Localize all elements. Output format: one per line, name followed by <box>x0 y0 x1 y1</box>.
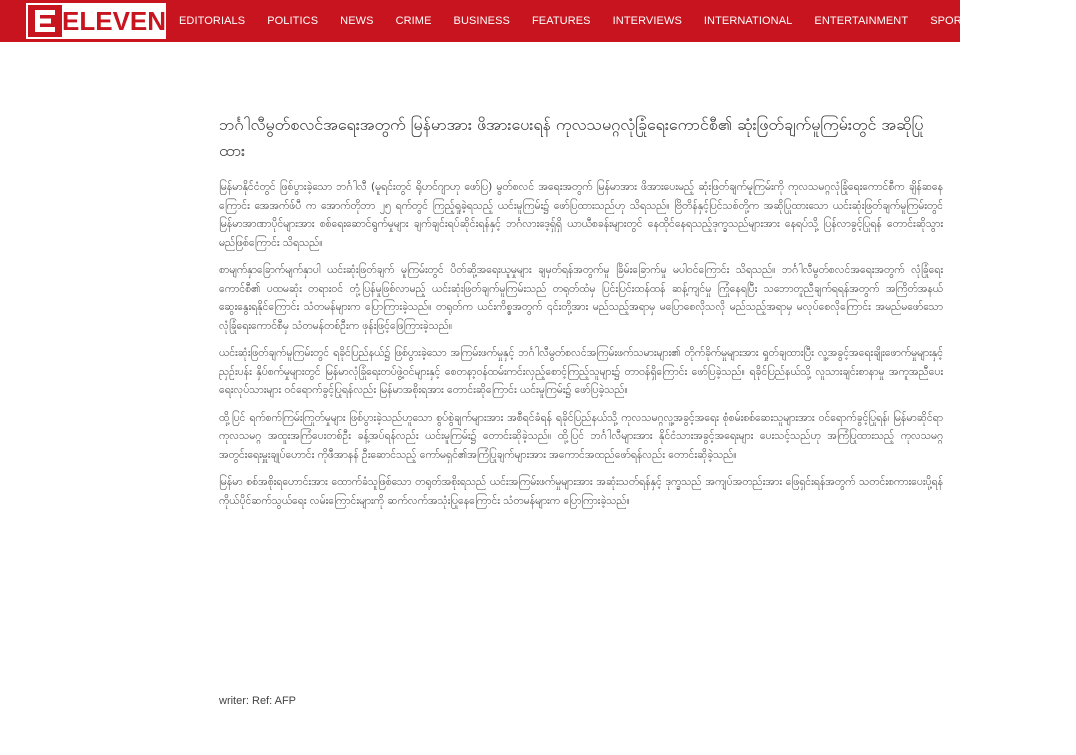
article <box>219 112 943 519</box>
article-paragraph-3: ယင်းဆုံးဖြတ်ချက်မူကြမ်းတွင် ရခိုင်ပြည်နယ်၌ ဖြစ်ပွားခဲ့သော အကြမ်းဖက်မှုနှင့် ဘင်္ဂါလီမွတ်စလင်အကြမ်းဖက်သမားများ၏ တိုက်ခိုက်မှုများအား ရှုတ်ချထားပြီး လူ့အခွင့်အရေးချိုးဖောက်မှုများနှင့် ညှဉ်းပန်း နှိပ်စက်မှုများတွင် မြန်မာလုံခြုံရေးတပ်ဖွဲ့ဝင်များနှင့် စေတနာ့ဝန်ထမ်းကင်းလှည့်စောင့်ကြည့်သူများ၌ တာဝန်ရှိကြောင်း ဖော်ပြခဲ့သည်။ ရခိုင်ပြည်နယ်သို့ လူသားချင်းစာနာမှု အကူအညီပေးရေးလုပ်သားများ ဝင်ရောက်ခွင့်ပြုရန်လည်း မြန်မာအစိုးရအား တောင်းဆိုကြောင်း ယင်းမူကြမ်း၌ ဖော်ပြခဲ့သည်။ <box>219 347 943 396</box>
nav-item-politics[interactable]: POLITICS <box>267 15 319 27</box>
logo-e-icon <box>28 4 62 38</box>
nav-item-business[interactable]: BUSINESS <box>453 15 510 27</box>
nav-item-cartoon[interactable]: CARTOON <box>1009 15 1066 27</box>
article-paragraph-2: စာမျက်နှာခြောက်မျက်နှာပါ ယင်းဆုံးဖြတ်ချက် မူကြမ်းတွင် ပိတ်ဆို့အရေးယူမှုများ ချမှတ်ရန်အတွက်မူ ခြိမ်းခြောက်မှု မပါဝင်ကြောင်း သိရသည်။ ဘင်္ဂါလီမွတ်စလင်အရေးအတွက် လုံခြုံရေးကောင်စီ၏ ပထမဆုံး တရားဝင် တုံ့ပြန်မှုဖြစ်လာမည့် ယင်းဆုံးဖြတ်ချက်မူကြမ်းသည် တရုတ်ထံမှ ပြင်းပြင်းထန်ထန် ဆန့်ကျင်မှု ကြုံနေရပြီး သဘောတူညီချက်ရရန်အတွက် အကြိတ်အနယ်ဆွေးနွေးရနိုင်ကြောင်း သံတမန်များက ပြောကြားခဲ့သည်။ တရုတ်က ယင်းကိစ္စအတွက် ၎င်းတို့အား မည်သည့်အရာမှ မပြောစေလိုသလို မည်သည့်အရာမှ မလုပ်စေလိုကြောင်း အမည်မဖော်သော လုံခြုံရေးကောင်စီမှ သံတမန်တစ်ဦးက ဖုန်းဖြင့်ဖြေကြားခဲ့သည်။ <box>219 264 943 332</box>
article-title: ဘင်္ဂါလီမွတ်စလင်အရေးအတွက် မြန်မာအား ဖိအားပေးရန် ကုလသမဂ္ဂလုံခြုံရေးကောင်စီ၏ ဆုံးဖြတ်ချက်မူကြမ်းတွင် အဆိုပြုထား <box>219 115 924 160</box>
nav-item-entertainment[interactable]: ENTERTAINMENT <box>814 15 909 27</box>
nav-item-crime[interactable]: CRIME <box>395 15 432 27</box>
logo-wordmark: ELEVEN <box>62 6 167 36</box>
site-logo[interactable] <box>26 3 166 39</box>
article-paragraph-4: ထို့ပြင် ရက်စက်ကြမ်းကြုတ်မှုများ ဖြစ်ပွားခဲ့သည်ဟူသော စွပ်စွဲချက်များအား အစီရင်ခံရန် ရခိုင်ပြည်နယ်သို့ ကုလသမဂ္ဂလူ့အခွင့်အရေး စုံစမ်းစစ်ဆေးသူများအား ဝင်ရောက်ခွင့်ပြုရန်၊ မြန်မာဆိုင်ရာ ကုလသမဂ္ဂ အထူးအကြံပေးတစ်ဦး ခန့်အပ်ရန်လည်း ယင်းမူကြမ်း၌ တောင်းဆိုခဲ့သည်။ ထို့ပြင် ဘင်္ဂါလီများအား နိုင်ငံသားအခွင့်အရေးများ ပေးသင့်သည်ဟု အကြံပြုထားသည့် ကုလသမဂ္ဂ အတွင်းရေးမှူးချုပ်ဟောင်း ကိုဖီအာနန် ဦးဆောင်သည့် ကော်မရှင်၏အကြံပြုချက်များအား အကောင်အထည်ဖော်ရန်လည်း တောင်းဆိုခဲ့သည်။ <box>219 411 943 461</box>
article-paragraph-5: မြန်မာ စစ်အစိုးရဟောင်းအား ထောက်ခံသူဖြစ်သော တရုတ်အစိုးရသည် ယင်းအကြမ်းဖက်မှုများအား အဆုံးသတ်ရန်နှင့် ဒုက္ခသည် အကျပ်အတည်းအား ဖြေရှင်းရန်အတွက် သတင်းစကားပေးပို့ရန် ကိုယ်ပိုင်ဆက်သွယ်ရေး လမ်းကြောင်းများကို ဆက်လက်အသုံးပြုနေကြောင်း သံတမန်များက ပြောကြားခဲ့သည်။ <box>219 476 943 507</box>
nav-item-sports[interactable] <box>919 15 999 27</box>
nav-item-international[interactable]: INTERNATIONAL <box>703 15 793 27</box>
chevron-down-icon <box>980 19 988 23</box>
article-writer: writer: Ref: AFP <box>219 695 297 707</box>
nav-item-features[interactable]: FEATURES <box>531 15 591 27</box>
top-navbar <box>0 0 1066 42</box>
nav-item-interviews[interactable]: INTERVIEWS <box>612 15 682 27</box>
main-nav <box>168 0 1076 42</box>
nav-item-editorials[interactable]: EDITORIALS <box>179 15 246 27</box>
nav-item-sports-label: SPORTS <box>930 15 976 27</box>
nav-item-news[interactable]: NEWS <box>340 15 374 27</box>
article-paragraph-1: မြန်မာနိုင်ငံတွင် ဖြစ်ပွားခဲ့သော ဘင်္ဂါလီ (မူရင်းတွင် ရိုဟင်ဂျာဟု ဖော်ပြ) မွတ်စလင် အရေးအတွက် မြန်မာအား ဖိအားပေးမည့် ဆုံးဖြတ်ချက်မူကြမ်းကို ကုလသမဂ္ဂလုံခြုံရေးကောင်စီက ချိန်ဆနေကြောင်း အေအက်ဖ်ပီ က အောက်တိုဘာ ၂၅ ရက်တွင် ကြည့်ရှုခဲ့ရသည့် ယင်းမူကြမ်း၌ ဖော်ပြထားသည်ဟု သိရသည်။ ဗြိတိန်နှင့်ပြင်သစ်တို့က အဆိုပြုထားသော ယင်းဆုံးဖြတ်ချက်မူကြမ်းတွင် မြန်မာအာဏာပိုင်များအား စစ်ရေးဆောင်ရွက်မှုများ ချက်ချင်းရပ်ဆိုင်းရန်နှင့် ဘင်္ဂလားဒေ့ရှ်ရှိ ယာယီစခန်းများတွင် နေထိုင်နေရသည့်ဒုက္ခသည်များအား နေရပ်သို့ ပြန်လာခွင့်ပြုရန် တောင်းဆိုသွားမည်ဖြစ်ကြောင်း သိရသည်။ <box>219 181 943 249</box>
